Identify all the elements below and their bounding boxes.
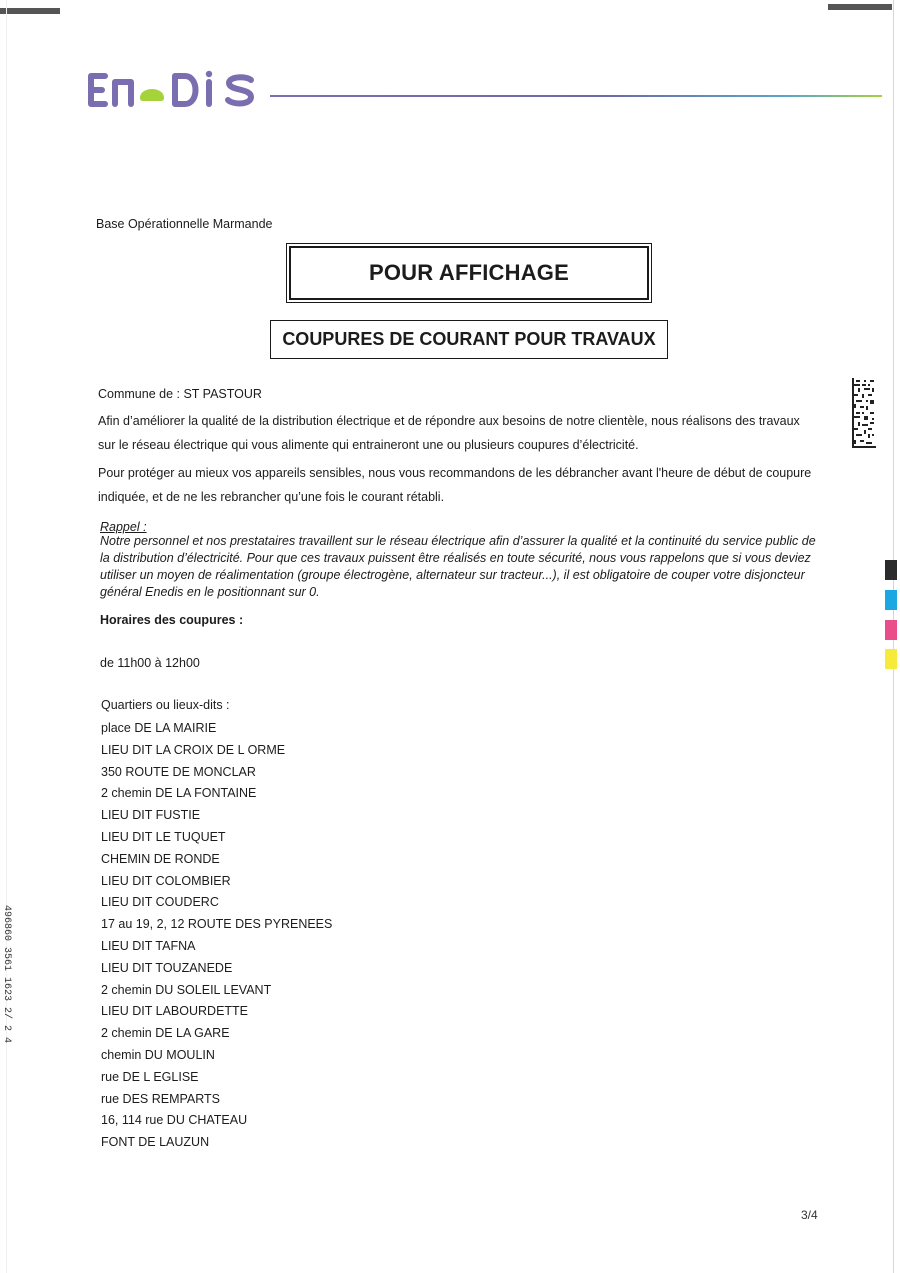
page-number: 3/4	[801, 1208, 818, 1222]
title-box: POUR AFFICHAGE	[289, 246, 649, 300]
list-item: 350 ROUTE DE MONCLAR	[101, 764, 256, 779]
horaires-title: Horaires des coupures :	[100, 613, 244, 627]
paragraph-intro: Afin d’améliorer la qualité de la distribution électrique et de répondre aux besoins de notre clientèle, nous réalisons des travaux sur le réseau électrique qui vous alimente qui entraineront une ou plusieurs coupures d’électricité.	[98, 414, 800, 452]
list-item: LIEU DIT COLOMBIER	[101, 873, 231, 888]
list-item: LIEU DIT LE TUQUET	[101, 829, 226, 844]
list-item: LIEU DIT COUDERC	[101, 895, 219, 910]
list-item: place DE LA MAIRIE	[101, 721, 217, 735]
commune: Commune de : ST PASTOUR	[98, 387, 262, 401]
list-item: LIEU DIT TAFNA	[101, 938, 196, 953]
list-item: LIEU DIT LA CROIX DE L ORME	[101, 742, 286, 757]
list-item: 17 au 19, 2, 12 ROUTE DES PYRENEES	[101, 917, 333, 932]
subtitle-box: COUPURES DE COURANT POUR TRAVAUX	[270, 320, 668, 359]
list-item: 2 chemin DE LA GARE	[101, 1026, 230, 1041]
enedis-logo	[87, 70, 259, 110]
print-mark-cyan	[885, 590, 897, 610]
rappel-title: Rappel :	[100, 520, 147, 534]
quartiers-title: Quartiers ou lieux-dits :	[101, 698, 230, 712]
print-mark-magenta	[885, 620, 897, 640]
paragraph-protection: Pour protéger au mieux vos appareils sensibles, nous vous recommandons de les débrancher avant l'heure de début de coupure indiquée, et de ne les rebrancher qu’une fois le courant rétabli.	[98, 466, 812, 504]
list-item: LIEU DIT TOUZANEDE	[101, 960, 233, 975]
list-item: 2 chemin DU SOLEIL LEVANT	[101, 982, 272, 997]
list-item: chemin DU MOULIN	[101, 1047, 215, 1062]
datamatrix-code	[852, 378, 876, 448]
list-item: 2 chemin DE LA FONTAINE	[101, 786, 257, 801]
list-item: FONT DE LAUZUN	[101, 1135, 210, 1150]
horaire-value: de 11h00 à 12h00	[100, 656, 200, 670]
list-item: LIEU DIT FUSTIE	[101, 808, 201, 823]
print-mark-yellow	[885, 649, 897, 669]
list-item: LIEU DIT LABOURDETTE	[101, 1004, 249, 1019]
print-mark-black	[885, 560, 897, 580]
list-item: rue DES REMPARTS	[101, 1091, 221, 1106]
side-reference-code: 496860 3561 1623 2/ 2 4	[1, 905, 12, 1044]
rappel-text: Notre personnel et nos prestataires travaillent sur le réseau électrique afin d’assurer la qualité et la continuité du service public de la distribution d’électricité. Pour que ces travaux puissent être réalisés en toute sécurité, nous vous rappelons que si vous deviez utiliser un moyen de réalimentation (groupe électrogène, alternateur sur tracteur...), il est obligatoire de couper votre disjoncteur général Enedis en le positionnant sur 0.	[100, 534, 816, 599]
quartiers-list	[101, 718, 332, 1154]
header-rule	[270, 94, 882, 98]
scan-mark	[0, 8, 60, 14]
base-operationnelle: Base Opérationnelle Marmande	[96, 217, 273, 231]
list-item: rue DE L EGLISE	[101, 1069, 199, 1084]
page-edge	[6, 0, 7, 1273]
scan-mark	[828, 4, 892, 10]
list-item: CHEMIN DE RONDE	[101, 851, 220, 866]
list-item: 16, 114 rue DU CHATEAU	[101, 1113, 248, 1128]
